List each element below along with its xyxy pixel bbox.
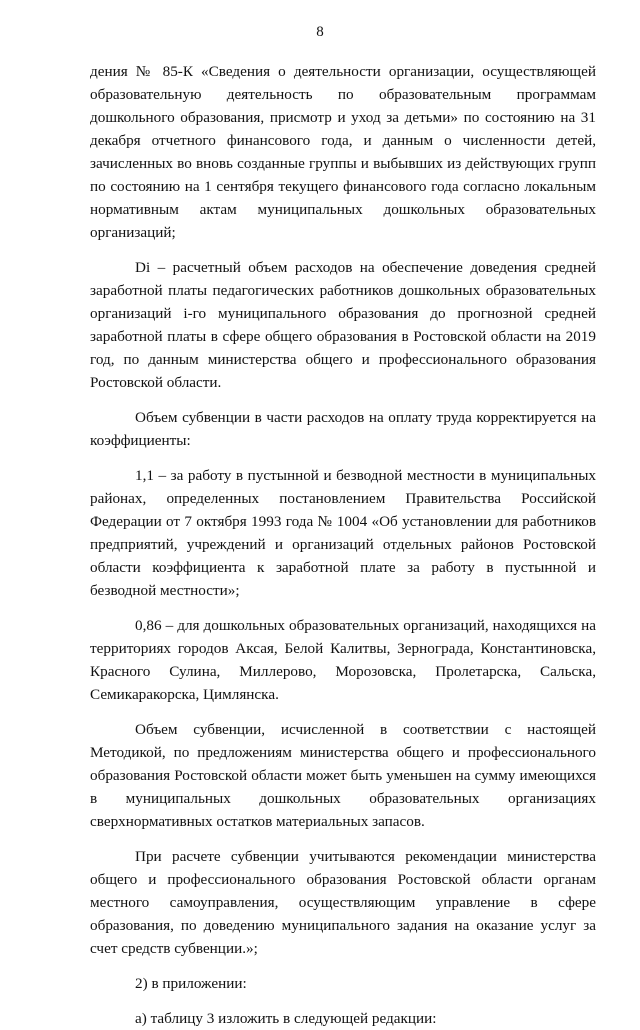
paragraph-table-3: а) таблицу 3 изложить в следующей редакции: (135, 1010, 437, 1027)
page-number: 8 (316, 24, 324, 40)
document-body (90, 60, 596, 1030)
paragraph-coefficient-0-86: 0,86 – для дошкольных образовательных организаций, находящихся на территориях городов Аксая, Белой Калитвы, Зернограда, Константиновска, Красного Сулина, Миллерово, Морозовска, Пролетарска, Сальска, Семикаракорска, Цимлянска. (90, 617, 596, 703)
paragraph-coefficient-1-1: 1,1 – за работу в пустынной и безводной местности в муниципальных районах, определенных постановлением Правительства Российской Федерации от 7 октября 1993 года № 1004 «Об установлении для работников предприятий, учреждений и организаций отдельных районов Ростовской области коэффициента к заработной плате за работу в пустынной и безводной местности»; (90, 467, 596, 599)
paragraph-appendix-item: 2) в приложении: (135, 975, 247, 992)
paragraph-subvention-reduction: Объем субвенции, исчисленной в соответствии с настоящей Методикой, по предложениям министерства общего и профессионального образования Ростовской области может быть уменьшен на сумму имеющихся в муниципальных дошкольных образовательных организациях сверхнормативных остатков материальных запасов. (90, 721, 596, 830)
paragraph-coefficients-intro: Объем субвенции в части расходов на оплату труда корректируется на коэффициенты: (90, 409, 596, 449)
paragraph-recommendations: При расчете субвенции учитываются рекомендации министерства общего и профессионального образования Ростовской области органам местного самоуправления, осуществляющим управление в сфере образования, по доведению муниципального задания на оказание услуг за счет средств субвенции.»; (90, 848, 596, 957)
paragraph-continuation: дения № 85-К «Сведения о деятельности организации, осуществляющей образовательную деятельность по образовательным программам дошкольного образования, присмотр и уход за детьми» по состоянию на 31 декабря отчетного финансового года, и данным о численности детей, зачисленных во вновь созданные группы и выбывших из действующих групп по состоянию на 1 сентября текущего финансового года согласно локальным нормативным актам муниципальных дошкольных образовательных организаций; (90, 63, 596, 241)
paragraph-di-definition: Di – расчетный объем расходов на обеспечение доведения средней заработной платы педагогических работников дошкольных образовательных организаций i-го муниципального образования до прогнозной средней заработной платы в сфере общего образования в Ростовской области на 2019 год, по данным министерства общего и профессионального образования Ростовской области. (90, 259, 596, 391)
